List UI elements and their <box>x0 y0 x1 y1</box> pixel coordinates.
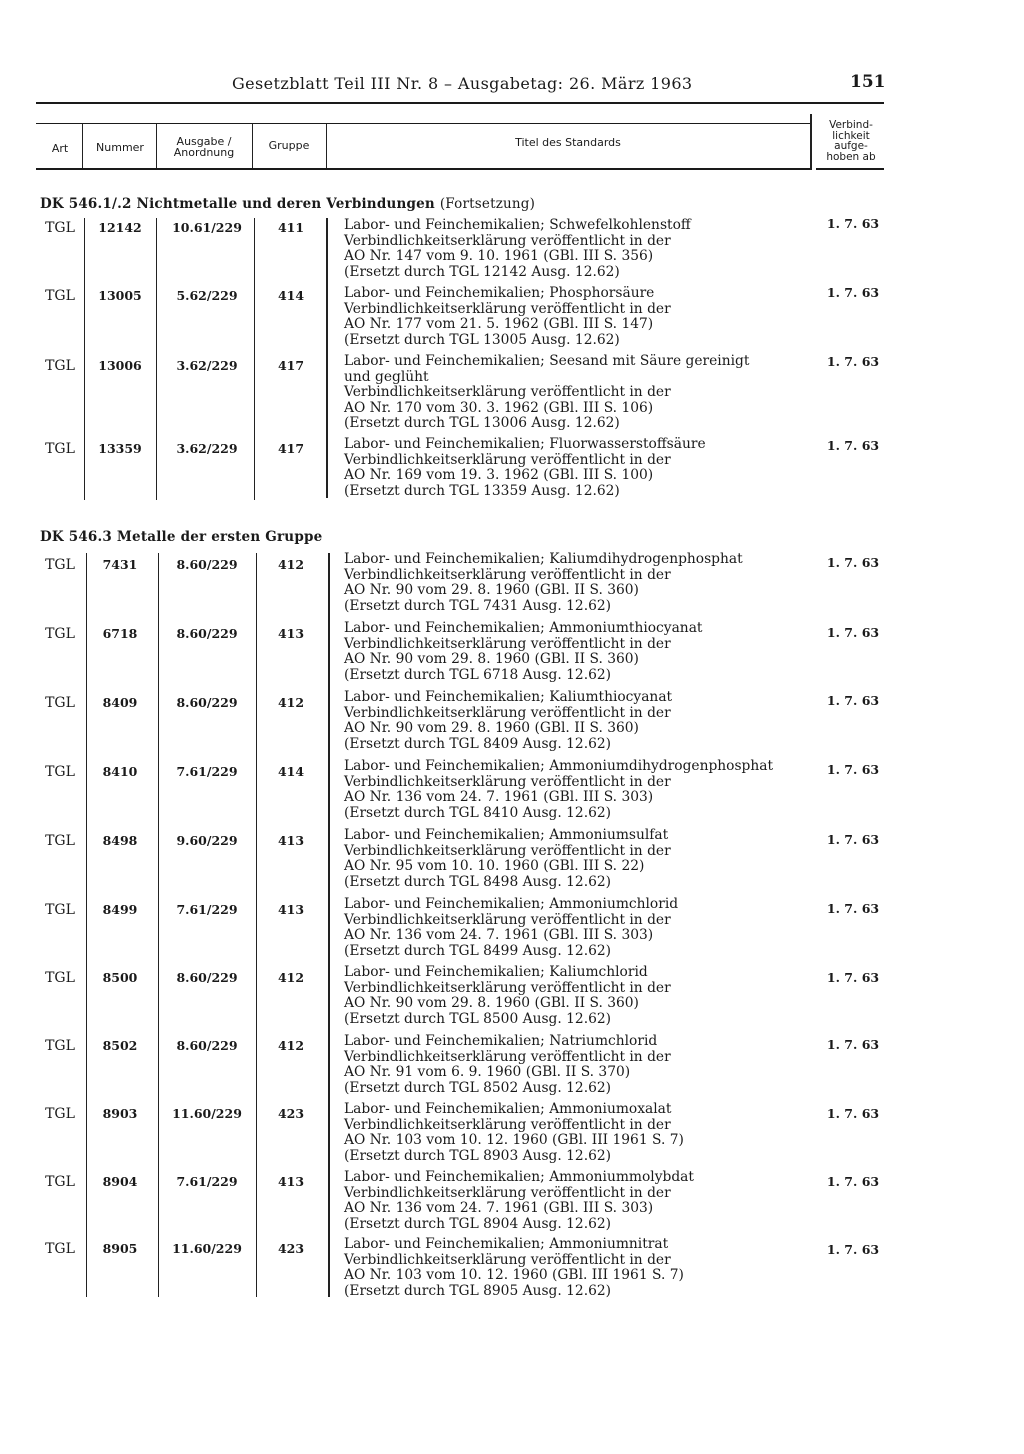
cell-art: TGL <box>45 220 75 236</box>
cell-ausgabe: 8.60/229 <box>176 1038 238 1053</box>
cell-title <box>344 1102 814 1164</box>
cell-ausgabe: 8.60/229 <box>176 557 238 572</box>
title-line: AO Nr. 170 vom 30. 3. 1962 (GBl. III S. 106) <box>344 399 654 416</box>
header-divider-nummer <box>156 124 157 168</box>
title-line: (Ersetzt durch TGL 6718 Ausg. 12.62) <box>344 666 612 683</box>
title-line: AO Nr. 90 vom 29. 8. 1960 (GBl. II S. 360) <box>344 651 639 667</box>
title-line: Verbindlichkeitserklärung veröffentlicht in der <box>344 704 671 721</box>
cell-title <box>344 965 814 1027</box>
title-line: (Ersetzt durch TGL 7431 Ausg. 12.62) <box>344 597 612 614</box>
cell-title <box>344 621 814 683</box>
cell-art: TGL <box>45 288 75 304</box>
page-header-title: Gesetzblatt Teil III Nr. 8 – Ausgabetag: 26. März 1963 <box>232 74 693 93</box>
title-line: AO Nr. 103 vom 10. 12. 1960 (GBl. III 1961 S. 7) <box>344 1132 684 1148</box>
column-header-verbindlichkeit-line4: hoben ab <box>826 150 876 163</box>
title-line: Verbindlichkeitserklärung veröffentlicht in der <box>344 773 671 790</box>
cell-art: TGL <box>45 626 75 642</box>
cell-art: TGL <box>45 557 75 573</box>
verbindlichkeit-header-rule <box>816 168 884 170</box>
title-line: Labor- und Feinchemikalien; Kaliumchlorid <box>344 964 648 980</box>
cell-gruppe: 411 <box>277 220 305 235</box>
cell-gruppe: 417 <box>277 441 305 456</box>
column-header-ausgabe <box>158 136 250 158</box>
column-header-top-rule <box>36 123 812 124</box>
title-line: Verbindlichkeitserklärung veröffentlicht in der <box>344 635 671 652</box>
cell-date: 1. 7. 63 <box>826 285 880 300</box>
title-line: (Ersetzt durch TGL 8500 Ausg. 12.62) <box>344 1010 612 1027</box>
cell-date: 1. 7. 63 <box>826 438 880 453</box>
cell-date: 1. 7. 63 <box>826 625 880 640</box>
title-line: Verbindlichkeitserklärung veröffentlicht in der <box>344 1048 671 1065</box>
cell-art: TGL <box>45 970 75 986</box>
cell-gruppe: 414 <box>277 764 305 779</box>
title-line: AO Nr. 136 vom 24. 7. 1961 (GBl. III S. 303) <box>344 1200 654 1216</box>
column-divider <box>254 218 255 500</box>
title-line: Verbindlichkeitserklärung veröffentlicht in der <box>344 911 671 928</box>
title-line: Labor- und Feinchemikalien; Ammoniumchlorid <box>344 896 679 912</box>
cell-title <box>344 1237 814 1299</box>
title-line: Verbindlichkeitserklärung veröffentlicht in der <box>344 300 671 317</box>
title-line: (Ersetzt durch TGL 8498 Ausg. 12.62) <box>344 873 612 890</box>
title-line: Verbindlichkeitserklärung veröffentlicht in der <box>344 842 671 859</box>
title-line: AO Nr. 103 vom 10. 12. 1960 (GBl. III 1961 S. 7) <box>344 1267 684 1283</box>
cell-gruppe: 412 <box>277 557 305 572</box>
cell-ausgabe: 8.60/229 <box>176 626 238 641</box>
title-line: AO Nr. 136 vom 24. 7. 1961 (GBl. III S. 303) <box>344 927 654 943</box>
cell-art: TGL <box>45 1038 75 1054</box>
column-header-verbindlichkeit-line2: lichkeit <box>832 129 870 142</box>
title-line: (Ersetzt durch TGL 8903 Ausg. 12.62) <box>344 1147 612 1164</box>
column-header-titel: Titel des Standards <box>515 136 621 149</box>
column-divider <box>328 553 330 1297</box>
column-divider <box>158 553 159 1297</box>
cell-ausgabe: 8.60/229 <box>176 695 238 710</box>
section-heading-text: DK 546.1/.2 Nichtmetalle und deren Verbindungen <box>40 196 435 212</box>
title-line: (Ersetzt durch TGL 8410 Ausg. 12.62) <box>344 804 612 821</box>
cell-date: 1. 7. 63 <box>826 354 880 369</box>
cell-date: 1. 7. 63 <box>826 693 880 708</box>
cell-date: 1. 7. 63 <box>826 1242 880 1257</box>
cell-ausgabe: 3.62/229 <box>176 441 238 456</box>
header-divider-gruppe <box>326 124 327 168</box>
cell-nummer: 13005 <box>98 288 142 303</box>
cell-nummer: 8904 <box>102 1174 138 1189</box>
title-line: Labor- und Feinchemikalien; Natriumchlorid <box>344 1033 658 1049</box>
cell-gruppe: 417 <box>277 358 305 373</box>
column-header-verbindlichkeit-line3: aufge- <box>834 140 868 152</box>
cell-nummer: 12142 <box>98 220 142 235</box>
cell-ausgabe: 11.60/229 <box>172 1106 242 1121</box>
cell-art: TGL <box>45 695 75 711</box>
title-line: (Ersetzt durch TGL 8499 Ausg. 12.62) <box>344 942 612 959</box>
cell-date: 1. 7. 63 <box>826 832 880 847</box>
title-line: Verbindlichkeitserklärung veröffentlicht in der <box>344 232 671 249</box>
cell-date: 1. 7. 63 <box>826 1037 880 1052</box>
cell-gruppe: 412 <box>277 970 305 985</box>
cell-nummer: 7431 <box>102 557 138 572</box>
title-line: Labor- und Feinchemikalien; Kaliumthiocyanat <box>344 689 673 705</box>
title-line: Labor- und Feinchemikalien; Phosphorsäure <box>344 285 655 301</box>
title-line: Verbindlichkeitserklärung veröffentlicht in der <box>344 1184 671 1201</box>
cell-nummer: 13359 <box>98 441 142 456</box>
cell-title <box>344 437 814 499</box>
cell-gruppe: 423 <box>277 1106 305 1121</box>
page-number: 151 <box>850 72 886 92</box>
title-line: (Ersetzt durch TGL 13005 Ausg. 12.62) <box>344 331 620 348</box>
title-line: (Ersetzt durch TGL 8409 Ausg. 12.62) <box>344 735 612 752</box>
cell-art: TGL <box>45 764 75 780</box>
title-line: (Ersetzt durch TGL 8905 Ausg. 12.62) <box>344 1282 612 1299</box>
title-line: AO Nr. 177 vom 21. 5. 1962 (GBl. III S. 147) <box>344 316 654 332</box>
cell-title <box>344 1170 814 1232</box>
column-header-bottom-rule <box>36 168 812 170</box>
title-line: (Ersetzt durch TGL 13006 Ausg. 12.62) <box>344 415 620 431</box>
cell-gruppe: 413 <box>277 833 305 848</box>
cell-nummer: 8500 <box>102 970 138 985</box>
cell-art: TGL <box>45 358 75 374</box>
cell-gruppe: 413 <box>277 1174 305 1189</box>
section-heading <box>40 529 322 545</box>
column-header-nummer: Nummer <box>96 141 144 154</box>
cell-nummer: 13006 <box>98 358 142 373</box>
title-line: AO Nr. 95 vom 10. 10. 1960 (GBl. III S. 22) <box>344 858 645 874</box>
title-line: AO Nr. 169 vom 19. 3. 1962 (GBl. III S. 100) <box>344 467 654 483</box>
cell-art: TGL <box>45 833 75 849</box>
title-line: Verbindlichkeitserklärung veröffentlicht in der <box>344 979 671 996</box>
title-line: Labor- und Feinchemikalien; Ammoniummolybdat <box>344 1169 694 1185</box>
section-heading <box>40 196 535 212</box>
cell-ausgabe: 5.62/229 <box>176 288 238 303</box>
column-header-ausgabe-line1: Ausgabe / <box>176 135 232 148</box>
cell-title <box>344 897 814 959</box>
cell-title <box>344 286 814 348</box>
cell-art: TGL <box>45 1241 75 1257</box>
cell-title <box>344 218 814 280</box>
cell-ausgabe: 11.60/229 <box>172 1241 242 1256</box>
title-line: Labor- und Feinchemikalien; Schwefelkohlenstoff <box>344 217 691 233</box>
column-header-gruppe: Gruppe <box>268 139 310 152</box>
title-line: und geglüht <box>344 368 429 385</box>
cell-art: TGL <box>45 902 75 918</box>
header-divider-titel <box>810 114 812 170</box>
cell-ausgabe: 3.62/229 <box>176 358 238 373</box>
column-header-verbindlichkeit <box>816 120 886 162</box>
title-line: Labor- und Feinchemikalien; Kaliumdihydrogenphosphat <box>344 551 743 567</box>
cell-date: 1. 7. 63 <box>826 901 880 916</box>
title-line: Labor- und Feinchemikalien; Ammoniumsulfat <box>344 827 669 843</box>
cell-title <box>344 690 814 752</box>
cell-date: 1. 7. 63 <box>826 970 880 985</box>
cell-ausgabe: 7.61/229 <box>176 902 238 917</box>
cell-nummer: 6718 <box>102 626 138 641</box>
cell-nummer: 8905 <box>102 1241 138 1256</box>
cell-ausgabe: 7.61/229 <box>176 764 238 779</box>
cell-date: 1. 7. 63 <box>826 1174 880 1189</box>
cell-title <box>344 828 814 890</box>
cell-gruppe: 412 <box>277 695 305 710</box>
cell-nummer: 8502 <box>102 1038 138 1053</box>
title-line: AO Nr. 136 vom 24. 7. 1961 (GBl. III S. 303) <box>344 789 654 805</box>
cell-nummer: 8410 <box>102 764 138 779</box>
title-line: Labor- und Feinchemikalien; Ammoniumdihydrogenphosphat <box>344 758 774 774</box>
cell-nummer: 8409 <box>102 695 138 710</box>
cell-gruppe: 412 <box>277 1038 305 1053</box>
title-line: Verbindlichkeitserklärung veröffentlicht in der <box>344 1251 671 1268</box>
column-divider <box>256 553 257 1297</box>
cell-nummer: 8498 <box>102 833 138 848</box>
cell-title <box>344 354 814 432</box>
title-line: Verbindlichkeitserklärung veröffentlicht in der <box>344 384 671 400</box>
cell-gruppe: 413 <box>277 902 305 917</box>
title-line: Labor- und Feinchemikalien; Ammoniumoxalat <box>344 1101 672 1117</box>
cell-art: TGL <box>45 441 75 457</box>
title-line: (Ersetzt durch TGL 8502 Ausg. 12.62) <box>344 1079 612 1096</box>
cell-nummer: 8499 <box>102 902 138 917</box>
cell-ausgabe: 10.61/229 <box>172 220 242 235</box>
column-header-art: Art <box>51 142 69 155</box>
title-line: Labor- und Feinchemikalien; Fluorwasserstoffsäure <box>344 436 706 452</box>
title-line: (Ersetzt durch TGL 8904 Ausg. 12.62) <box>344 1215 612 1232</box>
title-line: (Ersetzt durch TGL 13359 Ausg. 12.62) <box>344 482 620 499</box>
title-line: (Ersetzt durch TGL 12142 Ausg. 12.62) <box>344 263 620 280</box>
cell-ausgabe: 7.61/229 <box>176 1174 238 1189</box>
cell-date: 1. 7. 63 <box>826 1106 880 1121</box>
cell-date: 1. 7. 63 <box>826 216 880 231</box>
cell-title <box>344 759 814 821</box>
title-line: AO Nr. 90 vom 29. 8. 1960 (GBl. II S. 360) <box>344 720 639 736</box>
cell-gruppe: 414 <box>277 288 305 303</box>
title-line: AO Nr. 147 vom 9. 10. 1961 (GBl. III S. 356) <box>344 248 654 264</box>
cell-gruppe: 423 <box>277 1241 305 1256</box>
section-heading-text: DK 546.3 Metalle der ersten Gruppe <box>40 529 323 545</box>
title-line: Labor- und Feinchemikalien; Ammoniumnitrat <box>344 1236 669 1252</box>
title-line: Labor- und Feinchemikalien; Ammoniumthiocyanat <box>344 620 703 636</box>
cell-art: TGL <box>45 1106 75 1122</box>
title-line: Verbindlichkeitserklärung veröffentlicht in der <box>344 1116 671 1133</box>
column-header-verbindlichkeit-line1: Verbind- <box>829 119 873 131</box>
cell-gruppe: 413 <box>277 626 305 641</box>
title-line: Verbindlichkeitserklärung veröffentlicht in der <box>344 566 671 583</box>
cell-title <box>344 552 814 614</box>
title-line: AO Nr. 90 vom 29. 8. 1960 (GBl. II S. 360) <box>344 582 639 598</box>
cell-ausgabe: 9.60/229 <box>176 833 238 848</box>
title-line: Labor- und Feinchemikalien; Seesand mit Säure gereinigt <box>344 353 750 369</box>
cell-art: TGL <box>45 1174 75 1190</box>
cell-date: 1. 7. 63 <box>826 555 880 570</box>
title-line: Verbindlichkeitserklärung veröffentlicht in der <box>344 451 671 468</box>
title-line: AO Nr. 91 vom 6. 9. 1960 (GBl. II S. 370) <box>344 1064 631 1080</box>
header-divider-art <box>82 124 83 168</box>
header-rule <box>36 102 884 104</box>
column-header-ausgabe-line2: Anordnung <box>173 146 235 159</box>
cell-nummer: 8903 <box>102 1106 138 1121</box>
section-heading-continuation: (Fortsetzung) <box>439 196 536 212</box>
column-divider <box>326 218 328 498</box>
column-divider <box>156 218 157 500</box>
cell-date: 1. 7. 63 <box>826 762 880 777</box>
title-line: AO Nr. 90 vom 29. 8. 1960 (GBl. II S. 360) <box>344 995 639 1011</box>
cell-ausgabe: 8.60/229 <box>176 970 238 985</box>
cell-title <box>344 1034 814 1096</box>
header-divider-ausgabe <box>252 124 253 168</box>
